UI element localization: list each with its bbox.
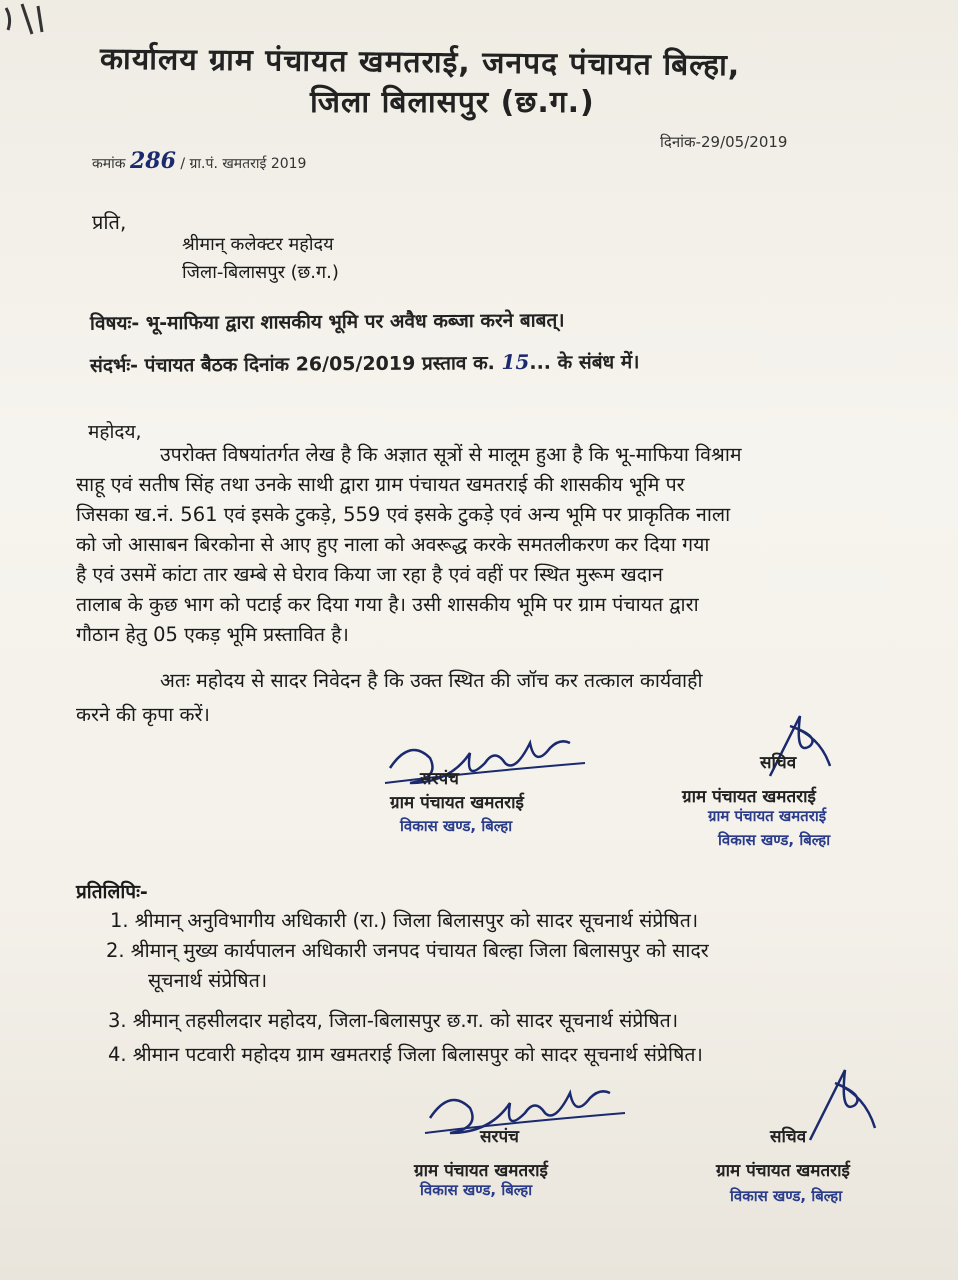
- subject-line: विषयः- भू-माफिया द्वारा शासकीय भूमि पर अवैध कब्जा करने बाबत्।: [89, 309, 565, 335]
- sachiv-org: ग्राम पंचायत खमतराई: [682, 787, 816, 807]
- copy-to-label: प्रतिलिपिः-: [76, 881, 148, 903]
- body-line: गौठान हेतु 05 एकड़ भूमि प्रस्तावित है।: [76, 623, 349, 646]
- copy-item-continued: सूचनार्थ संप्रेषित।: [148, 969, 268, 992]
- sachiv-stamp: विकास खण्ड, बिल्हा: [718, 831, 831, 849]
- sachiv-title-bottom: सचिव: [770, 1127, 807, 1147]
- copy-item: 2. श्रीमान् मुख्य कार्यपालन अधिकारी जनपद पंचायत बिल्हा जिला बिलासपुर को सादर: [106, 939, 709, 962]
- request-line1: अतः महोदय से सादर निवेदन है कि उक्त स्थित की जॉच कर तत्काल कार्यवाही: [160, 669, 703, 692]
- reference-line-before: संदर्भः- पंचायत बैठक दिनांक 26/05/2019 प्रस्ताव क.: [89, 352, 495, 377]
- reference-number: [92, 148, 306, 174]
- recipient-line1: श्रीमान् कलेक्टर महोदय: [182, 234, 334, 255]
- copy-item: 1. श्रीमान् अनुविभागीय अधिकारी (रा.) जिला बिलासपुर को सादर सूचनार्थ संप्रेषित।: [110, 909, 699, 932]
- letter-date: दिनांक-29/05/2019: [660, 133, 788, 151]
- reference-line-after: के संबंध में।: [557, 351, 640, 374]
- reference-prefix: कमांक: [92, 156, 126, 172]
- sachiv-title: सचिव: [760, 753, 797, 773]
- salutation: महोदय,: [88, 421, 142, 443]
- sarpanch-org: ग्राम पंचायत खमतराई: [390, 793, 524, 813]
- sachiv-stamp-bottom: विकास खण्ड, बिल्हा: [730, 1187, 843, 1205]
- office-title-line1: कार्यालय ग्राम पंचायत खमतराई, जनपद पंचायत बिल्हा,: [99, 41, 741, 84]
- sachiv-stamp-org: ग्राम पंचायत खमतराई: [708, 807, 827, 825]
- sarpanch-title-bottom: सरपंच: [480, 1127, 519, 1147]
- corner-mark: [0, 0, 70, 50]
- reference-handwritten-number: 286: [129, 148, 176, 174]
- recipient-line2: जिला-बिलासपुर (छ.ग.): [182, 262, 339, 283]
- sarpanch-title: सरपंच: [420, 769, 459, 789]
- sarpanch-signature-bottom: [420, 1078, 650, 1148]
- body-line: को जो आसाबन बिरकोना से आए हुए नाला को अवरूद्ध करके समतलीकरण कर दिया गया: [76, 533, 710, 556]
- sarpanch-org-bottom: ग्राम पंचायत खमतराई: [414, 1161, 548, 1181]
- sarpanch-stamp-bottom: विकास खण्ड, बिल्हा: [420, 1181, 533, 1199]
- body-line: है एवं उसमें कांटा तार खम्बे से घेराव किया जा रहा है एवं वहीं पर स्थित मुरूम खदान: [76, 563, 663, 586]
- reference-suffix: / ग्रा.पं. खमतराई 2019: [180, 156, 307, 172]
- body-line: जिसका ख.नं. 561 एवं इसके टुकड़े, 559 एवं इसके टुकड़े एवं अन्य भूमि पर प्राकृतिक नाला: [76, 503, 731, 526]
- office-title-line2: जिला बिलासपुर (छ.ग.): [310, 85, 595, 120]
- sachiv-signature: [740, 706, 850, 786]
- body-line: तालाब के कुछ भाग को पटाई कर दिया गया है। उसी शासकीय भूमि पर ग्राम पंचायत द्वारा: [76, 593, 699, 616]
- request-line2: करने की कृपा करें।: [76, 703, 210, 726]
- sarpanch-stamp: विकास खण्ड, बिल्हा: [400, 817, 513, 835]
- resolution-number: 15: [501, 349, 530, 375]
- copy-item: 4. श्रीमान पटवारी महोदय ग्राम खमतराई जिला बिलासपुर को सादर सूचनार्थ संप्रेषित।: [108, 1043, 703, 1066]
- body-line: साहू एवं सतीष सिंह तथा उनके साथी द्वारा ग्राम पंचायत खमतराई की शासकीय भूमि पर: [76, 473, 685, 496]
- sarpanch-signature: [380, 728, 620, 798]
- sachiv-org-bottom: ग्राम पंचायत खमतराई: [716, 1161, 850, 1181]
- to-label: प्रति,: [92, 210, 127, 234]
- reference-line: संदर्भः- पंचायत बैठक दिनांक 26/05/2019 प्रस्ताव क. 15... के संबंध में।: [89, 349, 640, 377]
- body-line: उपरोक्त विषयांतर्गत लेख है कि अज्ञात सूत्रों से मालूम हुआ है कि भू-माफिया विश्राम: [160, 443, 742, 466]
- copy-item: 3. श्रीमान् तहसीलदार महोदय, जिला-बिलासपुर छ.ग. को सादर सूचनार्थ संप्रेषित।: [108, 1009, 679, 1032]
